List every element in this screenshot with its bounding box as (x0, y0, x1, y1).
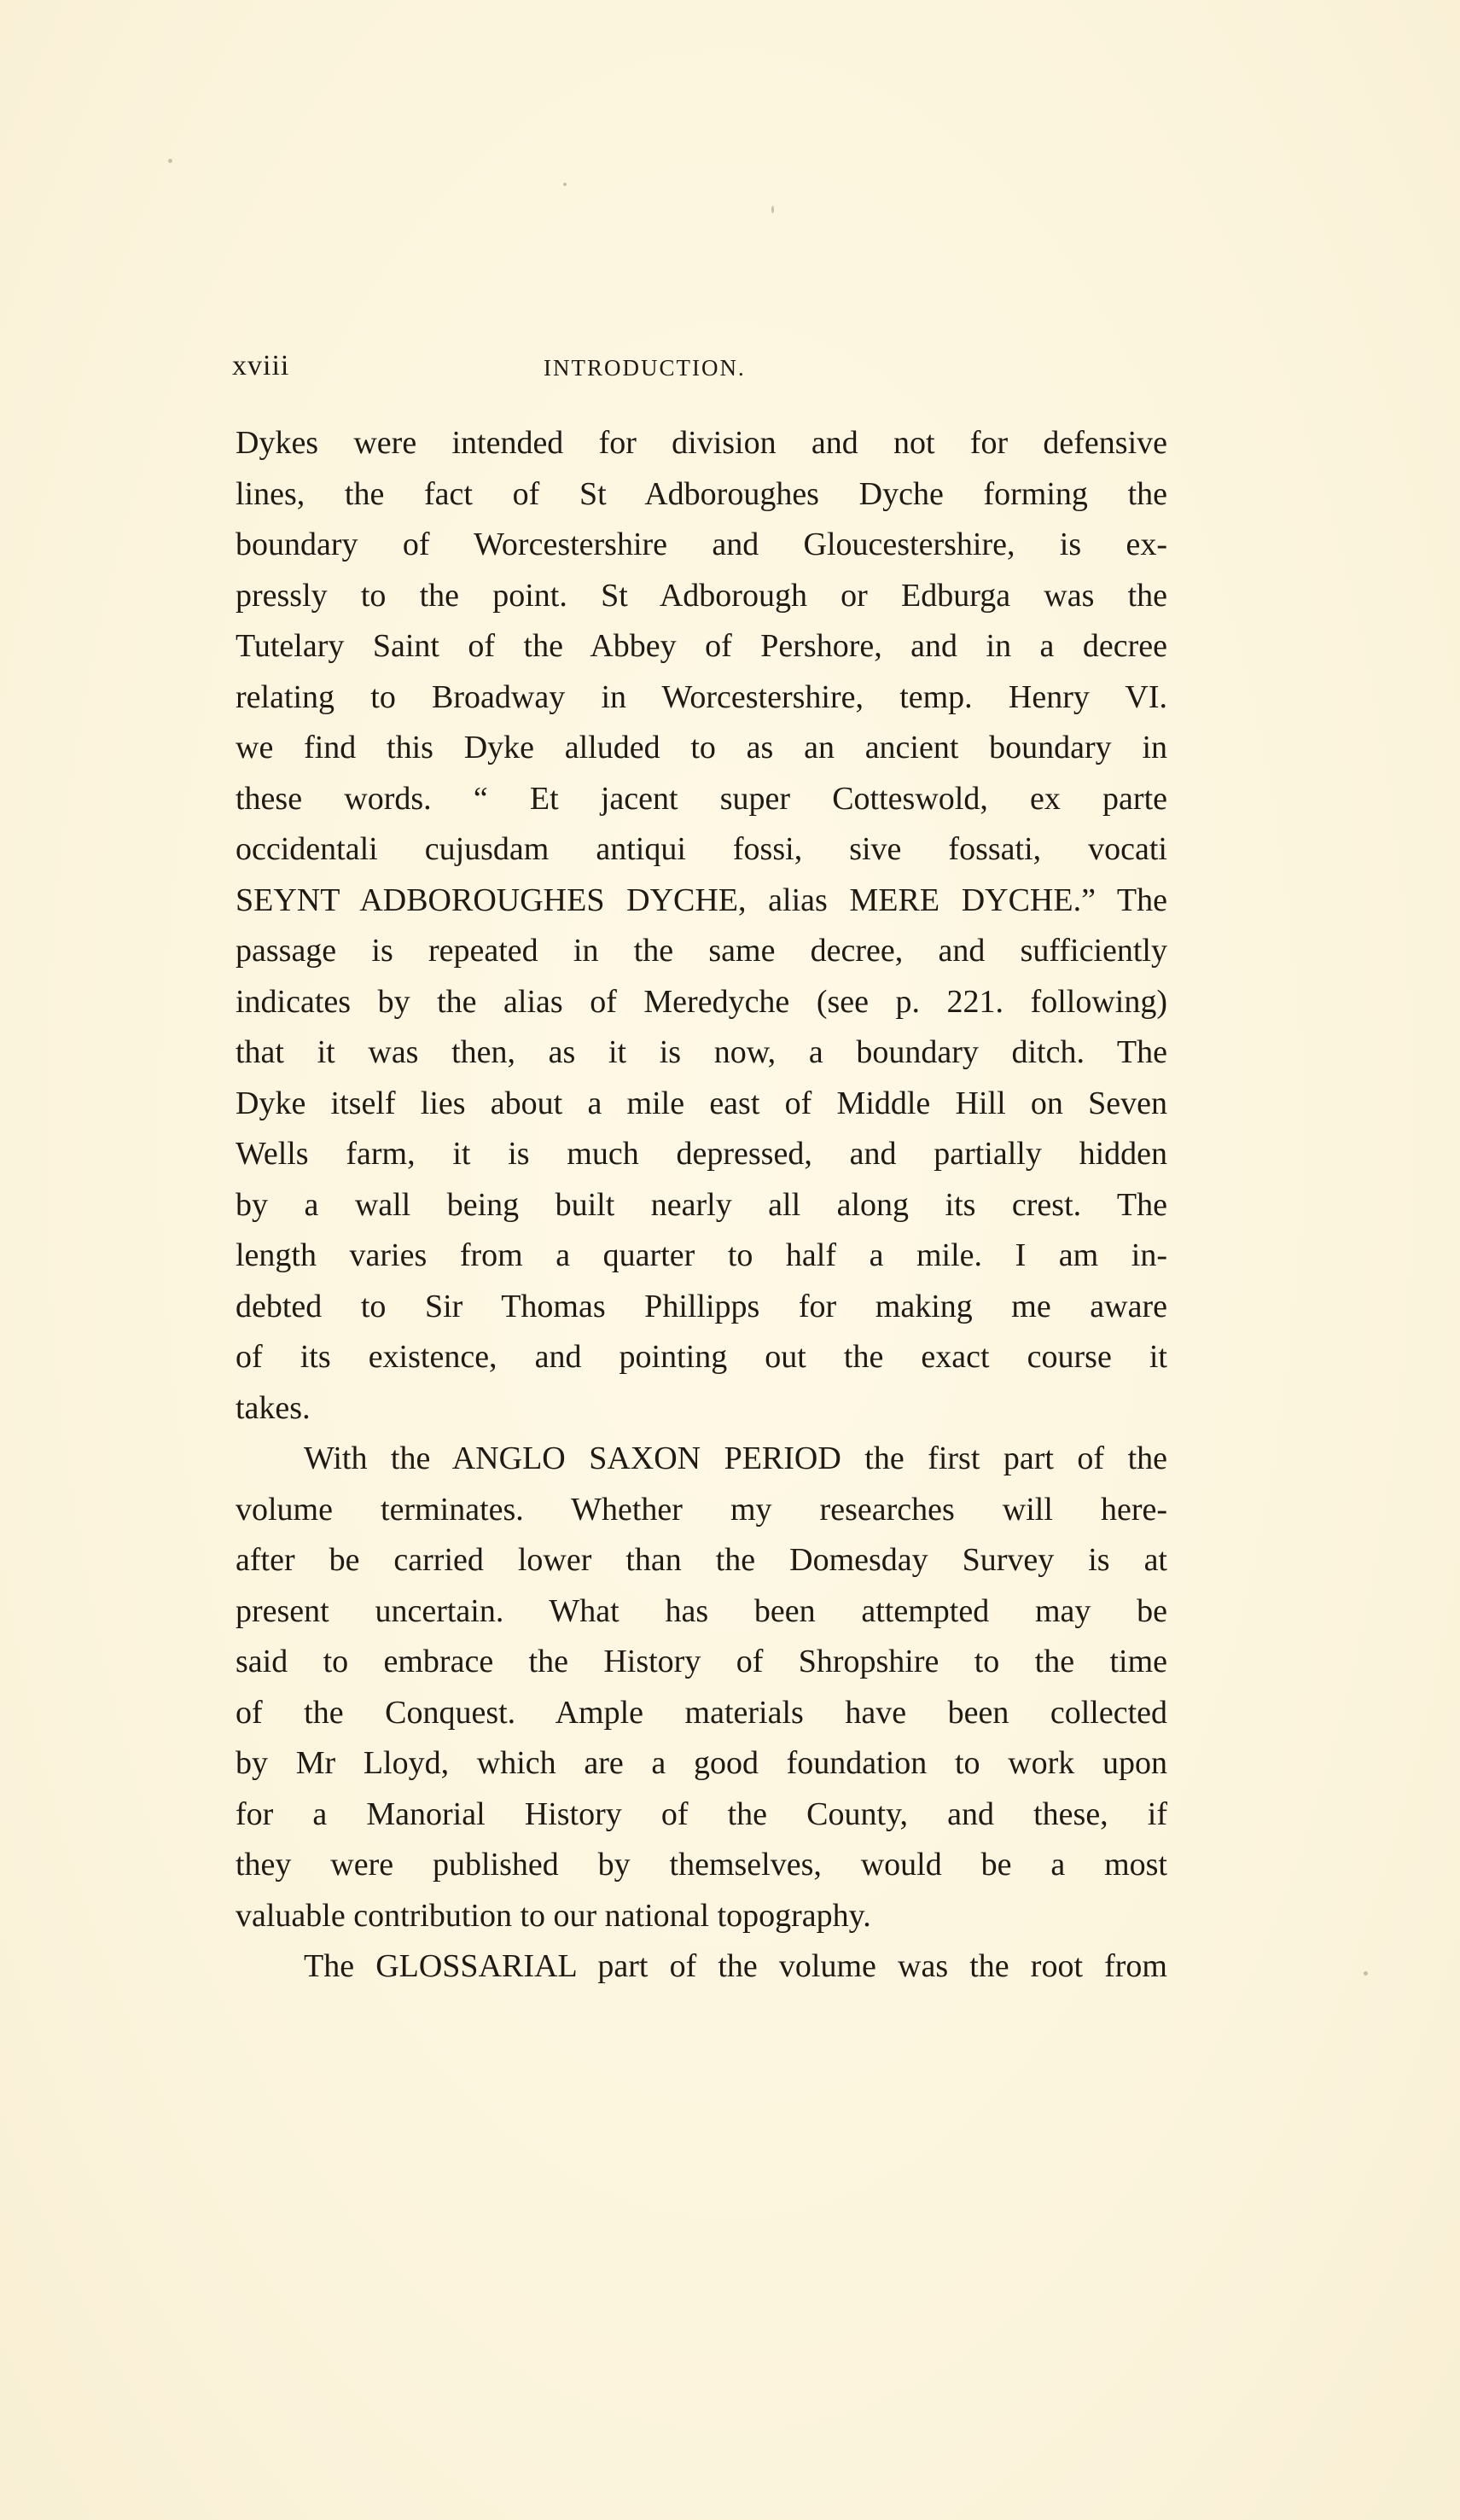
text-line: of the Conquest. Ample materials have been collected (236, 1694, 1167, 1731)
text-line: SEYNT ADBOROUGHES DYCHE, alias MERE DYCHE.” The (236, 882, 1167, 918)
text-line: they were published by themselves, would be a most (236, 1847, 1167, 1883)
text-line: takes. (236, 1389, 311, 1426)
text-line: volume terminates. Whether my researches will here- (236, 1491, 1167, 1528)
text-line: by Mr Lloyd, which are a good foundation to work upon (236, 1745, 1167, 1781)
text-line: lines, the fact of St Adboroughes Dyche forming the (236, 475, 1167, 512)
text-line: Dyke itself lies about a mile east of Middle Hill on Seven (236, 1085, 1167, 1121)
text-line: valuable contribution to our national topography. (236, 1897, 871, 1934)
text-line: after be carried lower than the Domesday Survey is at (236, 1542, 1167, 1578)
text-line: said to embrace the History of Shropshire to the time (236, 1644, 1167, 1679)
text-line: we find this Dyke alluded to as an ancient boundary in (236, 730, 1167, 765)
text-line: With the ANGLO SAXON PERIOD the first part of the (304, 1440, 1167, 1476)
text-line: indicates by the alias of Meredyche (see p. 221. following) (236, 983, 1167, 1020)
text-line: boundary of Worcestershire and Gloucestershire, is ex- (236, 527, 1167, 562)
text-line: The GLOSSARIAL part of the volume was the root from (304, 1948, 1167, 1984)
text-line: pressly to the point. St Adborough or Edburga was the (236, 577, 1167, 614)
paper-speck (168, 159, 172, 163)
text-line: occidentali cujusdam antiqui fossi, sive fossati, vocati (236, 831, 1167, 867)
text-line: length varies from a quarter to half a mile. I am in- (236, 1237, 1167, 1273)
text-line: that it was then, as it is now, a boundary ditch. The (236, 1034, 1167, 1070)
text-line: Dykes were intended for division and not for defensive (236, 425, 1167, 461)
text-line: relating to Broadway in Worcestershire, temp. Henry VI. (236, 678, 1167, 715)
page-header (232, 350, 1166, 384)
text-line: these words. “ Et jacent super Cotteswold, ex parte (236, 780, 1167, 817)
text-line: for a Manorial History of the County, and these, if (236, 1795, 1167, 1832)
text-line: of its existence, and pointing out the exact course it (236, 1339, 1167, 1375)
paper-speck (771, 206, 774, 213)
body-text (236, 418, 1167, 1993)
text-line: by a wall being built nearly all along its crest. The (236, 1186, 1167, 1223)
text-line: Wells farm, it is much depressed, and partially hidden (236, 1136, 1167, 1172)
running-head: INTRODUCTION. (544, 355, 746, 381)
paper-speck (1364, 1971, 1368, 1976)
text-line: Tutelary Saint of the Abbey of Pershore, and in a decree (236, 628, 1167, 664)
paper-speck (563, 183, 567, 186)
text-line: present uncertain. What has been attempted may be (236, 1592, 1167, 1629)
text-line: passage is repeated in the same decree, and sufficiently (236, 933, 1167, 969)
page-number: xviii (232, 350, 290, 381)
text-line: debted to Sir Thomas Phillipps for making me aware (236, 1288, 1167, 1324)
